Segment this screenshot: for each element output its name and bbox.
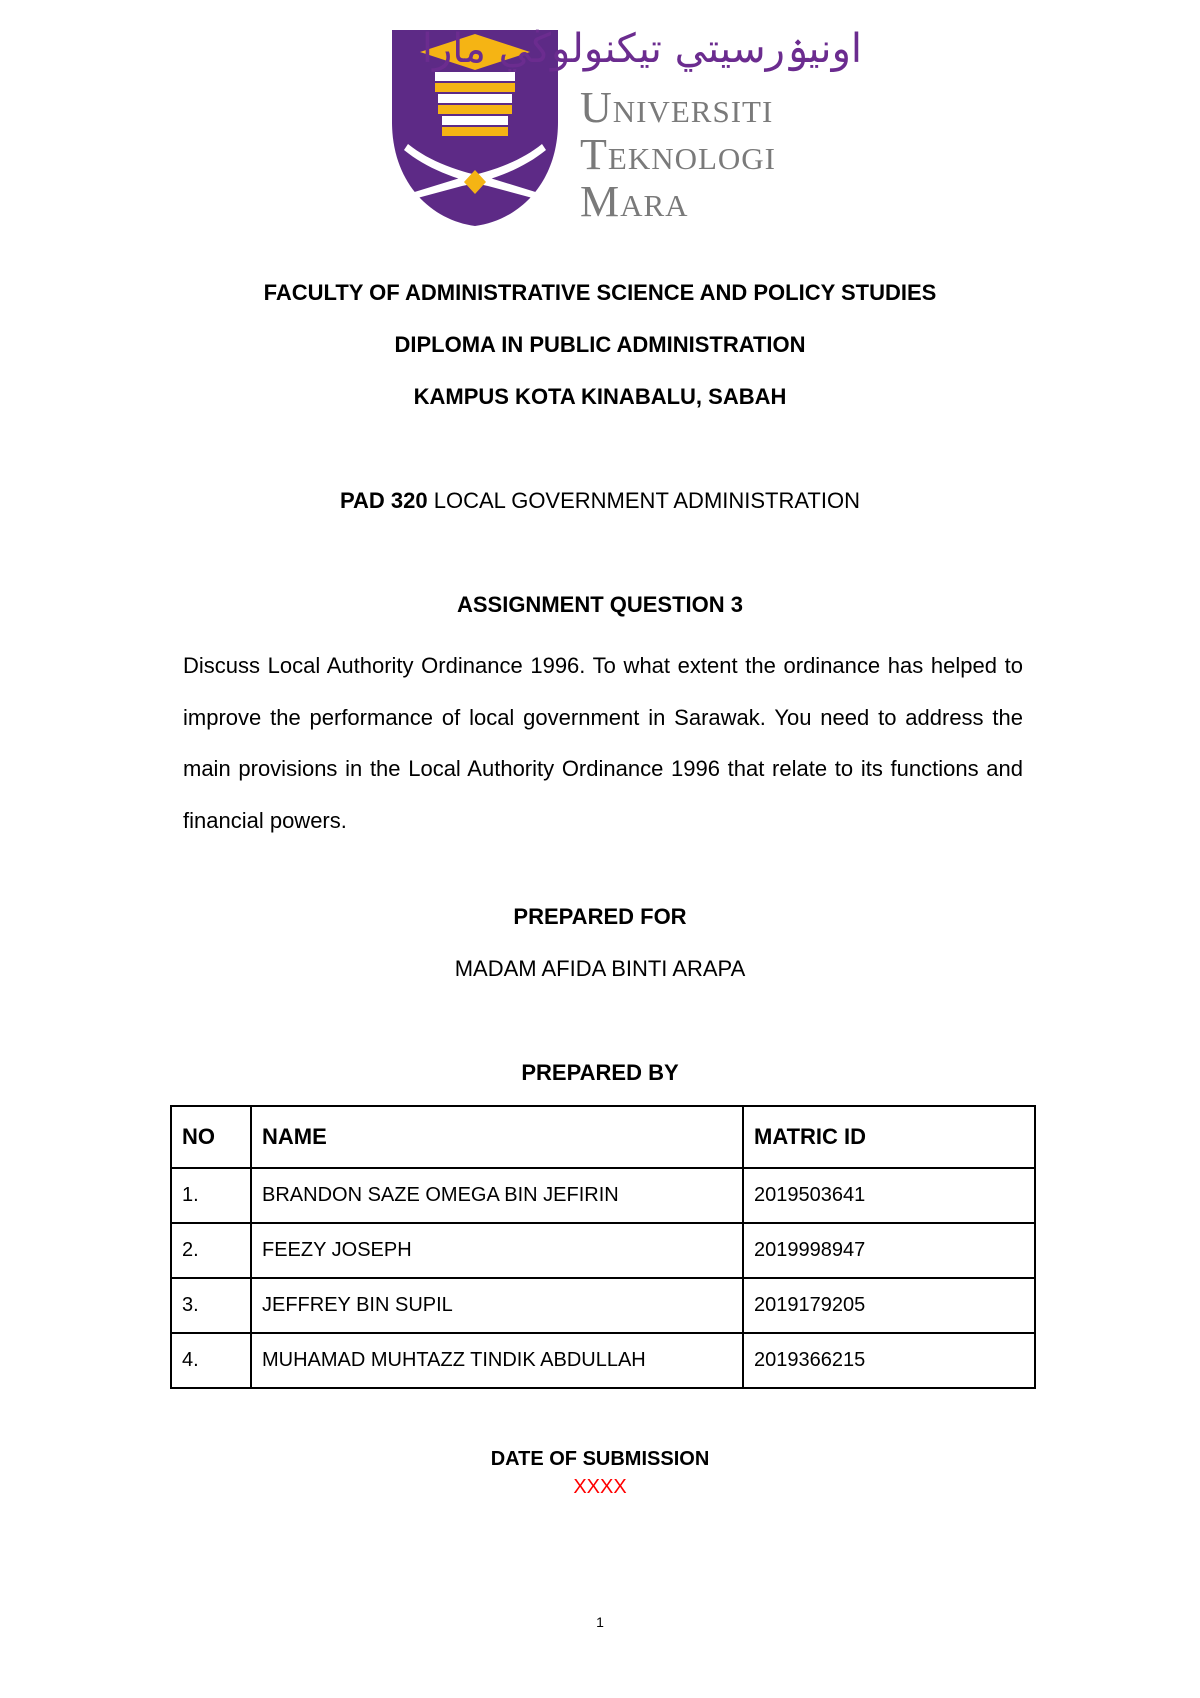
logo-arabic-script: اونيۏرسيتي تيكنولوڬي مارا (421, 26, 862, 72)
campus-title: KAMPUS KOTA KINABALU, SABAH (413, 384, 787, 409)
logo-word: Universiti (580, 83, 774, 132)
members-table (170, 1105, 1036, 1389)
matric-id: 2019366215 (743, 1333, 1035, 1388)
prepared-by-label: PREPARED BY (521, 1060, 679, 1085)
row-number: 4. (171, 1333, 251, 1388)
assignment-heading: ASSIGNMENT QUESTION 3 (456, 592, 744, 617)
prepared-for-label: PREPARED FOR (513, 904, 687, 929)
course-code: PAD 320 (340, 488, 428, 513)
course-name: LOCAL GOVERNMENT ADMINISTRATION (433, 488, 860, 513)
logo-wordmark (580, 84, 776, 225)
table-header-row (171, 1106, 1035, 1168)
program-title: DIPLOMA IN PUBLIC ADMINISTRATION (394, 332, 806, 357)
logo-word: Mara (580, 177, 689, 226)
submission-label: DATE OF SUBMISSION (490, 1448, 710, 1470)
logo-word: Teknologi (580, 130, 777, 179)
submission-date: XXXX (573, 1476, 627, 1498)
student-name: MUHAMAD MUHTAZZ TINDIK ABDULLAH (251, 1333, 743, 1388)
table-row (171, 1333, 1035, 1388)
column-header: MATRIC ID (743, 1106, 1035, 1168)
faculty-title: FACULTY OF ADMINISTRATIVE SCIENCE AND POLICY STUDIES (263, 280, 937, 305)
column-header: NO (171, 1106, 251, 1168)
matric-id: 2019503641 (743, 1168, 1035, 1223)
table-row (171, 1278, 1035, 1333)
page-number: 1 (596, 1614, 604, 1630)
student-name: BRANDON SAZE OMEGA BIN JEFIRIN (251, 1168, 743, 1223)
matric-id: 2019179205 (743, 1278, 1035, 1333)
student-name: JEFFREY BIN SUPIL (251, 1278, 743, 1333)
matric-id: 2019998947 (743, 1223, 1035, 1278)
table-row (171, 1223, 1035, 1278)
assignment-question: Discuss Local Authority Ordinance 1996. To what extent the ordinance has helped to improve the performance of local government in Sarawak. You need to address the main provisions in the Local Authority Ordinance 1996 that relate to its functions and financial powers. (183, 653, 1023, 833)
row-number: 2. (171, 1223, 251, 1278)
uitm-logo (390, 22, 870, 228)
row-number: 3. (171, 1278, 251, 1333)
lecturer-name: MADAM AFIDA BINTI ARAPA (454, 956, 746, 981)
student-name: FEEZY JOSEPH (251, 1223, 743, 1278)
table-row (171, 1168, 1035, 1223)
course-line (0, 488, 1200, 514)
row-number: 1. (171, 1168, 251, 1223)
column-header: NAME (251, 1106, 743, 1168)
